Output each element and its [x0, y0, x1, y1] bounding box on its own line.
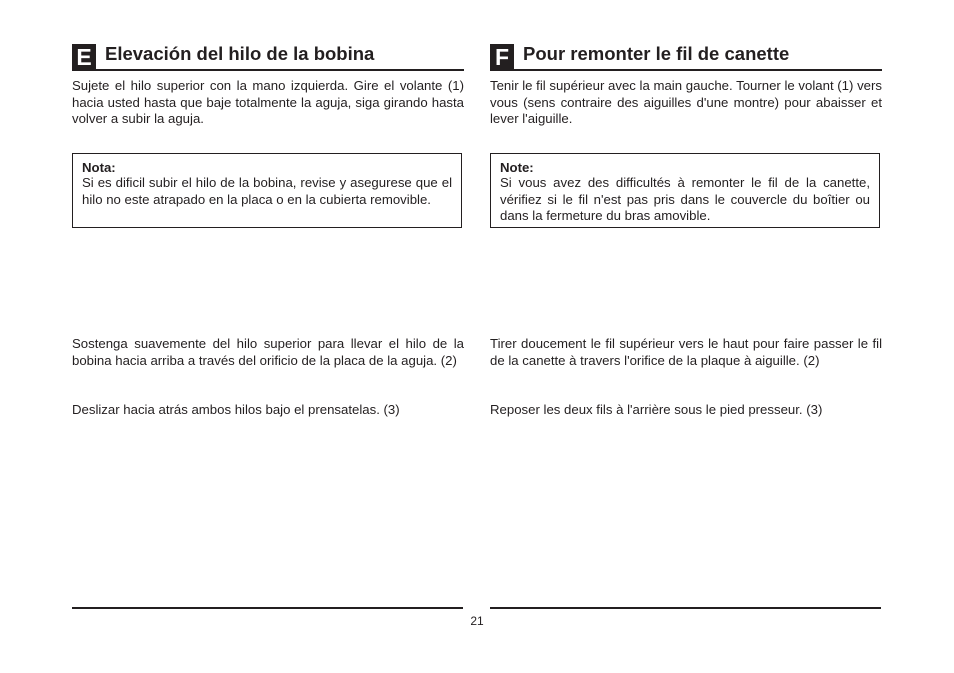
instruction-paragraph-1-es: Sujete el hilo superior con la mano izquierda. Gire el volante (1) hacia usted hasta que baje totalmente la aguja, siga girando hasta volver a subir la aguja.: [72, 78, 464, 126]
instruction-paragraph-2-es: Sostenga suavemente del hilo superior para llevar el hilo de la bobina hacia arriba a través del orificio de la placa de la aguja. (2): [72, 336, 464, 368]
note-box-es: [72, 153, 462, 228]
note-text-fr: Si vous avez des difficultés à remonter le fil de la canette, vérifiez si le fil n'est pas pris dans le couvercle du boîtier ou dans la fermeture du bras amovible.: [500, 175, 870, 223]
section-heading-fr: [490, 43, 882, 71]
note-box-fr: [490, 153, 880, 228]
spanish-section: [72, 43, 464, 417]
note-label-es: Nota:: [82, 160, 116, 175]
instruction-paragraph-1-fr: Tenir le fil supérieur avec la main gauche. Tourner le volant (1) vers vous (sens contraire des aiguilles d'une montre) pour abaisser et lever l'aiguille.: [490, 78, 882, 126]
french-section: [490, 43, 882, 417]
note-text-es: Si es dificil subir el hilo de la bobina, revise y asegurese que el hilo no este atrapado en la placa o en la cubierta removible.: [82, 175, 452, 207]
section-letter-badge-fr: F: [490, 44, 514, 70]
page-number: 21: [470, 614, 484, 628]
footer-divider-right: [490, 607, 881, 609]
instruction-paragraph-3-fr: Reposer les deux fils à l'arrière sous le pied presseur. (3): [490, 402, 823, 417]
section-title-fr: Pour remonter le fil de canette: [523, 43, 790, 64]
section-heading-es: [72, 43, 464, 71]
footer-divider-left: [72, 607, 463, 609]
note-label-fr: Note:: [500, 160, 534, 175]
section-letter-badge-es: E: [72, 44, 96, 70]
section-title-es: Elevación del hilo de la bobina: [105, 43, 375, 64]
instruction-paragraph-3-es: Deslizar hacia atrás ambos hilos bajo el prensatelas. (3): [72, 402, 400, 417]
instruction-paragraph-2-fr: Tirer doucement le fil supérieur vers le haut pour faire passer le fil de la canette à travers l'orifice de la plaque à aiguille. (2): [490, 336, 882, 368]
